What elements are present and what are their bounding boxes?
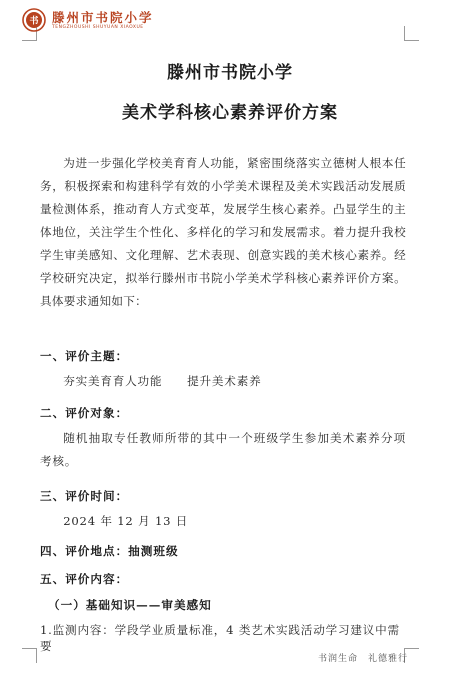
section-heading-theme: 一、评价主题： xyxy=(40,349,129,363)
section-content-target: 随机抽取专任教师所带的其中一个班级学生参加美术素养分项考核。 xyxy=(40,431,406,468)
section-content-theme: 夯实美育育人功能 提升美术素养 xyxy=(63,374,262,388)
crop-mark-top-right xyxy=(404,26,419,41)
document-title-line2: 美术学科核心素养评价方案 xyxy=(122,103,338,123)
subsection-heading-aesthetic: （一）基础知识——审美感知 xyxy=(48,598,212,612)
monitoring-item-1: 1.监测内容：学段学业质量标准，4 类艺术实践活动学习建议中需要 xyxy=(40,623,400,653)
svg-text:书: 书 xyxy=(29,16,39,27)
intro-paragraph: 为进一步强化学校美育育人功能，紧密围绕落实立德树人根本任务，积极探索和构建科学有效的小学美术课程及美术实践活动发展质量检测体系，推动育人方式变革，发展学生核心素养。凸显学生的主体地位，关注学生个性化、多样化的学习和发展需求。着力提升我校学生审美感知、文化理解、艺术表现、创意实践的美术核心素养。经学校研究决定，拟举行滕州市书院小学美术学科核心素养评价方案。具体要求通知如下： xyxy=(40,156,406,308)
section-heading-location: 四、评价地点：抽测班级 xyxy=(40,544,179,558)
school-logo-icon xyxy=(22,8,46,32)
letterhead xyxy=(22,8,154,32)
section-content-time: 2024 年 12 月 13 日 xyxy=(63,514,189,528)
school-name: 滕州市书院小学 xyxy=(52,9,154,25)
section-heading-target: 二、评价对象： xyxy=(40,406,129,420)
section-heading-content: 五、评价内容： xyxy=(40,572,129,586)
crop-mark-bottom-left xyxy=(22,648,37,663)
section-heading-time: 三、评价时间： xyxy=(40,489,129,503)
school-pinyin: TENGZHOUSHI SHUYUAN XIAOXUE xyxy=(52,24,144,30)
document-title-line1: 滕州市书院小学 xyxy=(167,63,293,83)
school-motto: 书润生命 礼德雅行 xyxy=(318,654,409,664)
